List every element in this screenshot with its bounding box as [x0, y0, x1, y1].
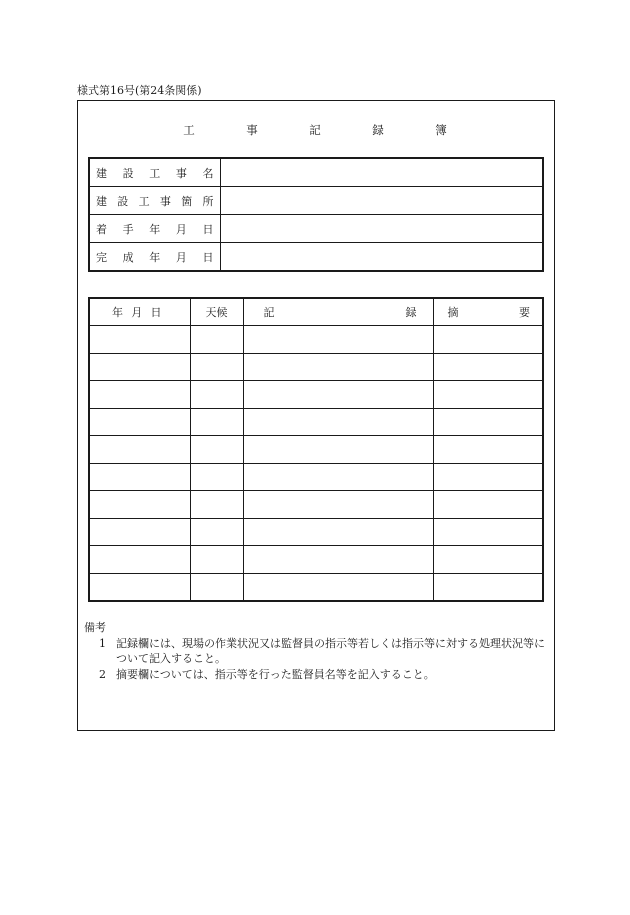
summary-cell[interactable]: [433, 436, 543, 464]
info-value-field[interactable]: [220, 243, 543, 272]
date-cell[interactable]: [89, 381, 190, 409]
info-value-field[interactable]: [220, 187, 543, 215]
summary-cell[interactable]: [433, 381, 543, 409]
weather-cell[interactable]: [190, 353, 243, 381]
info-row-project-location: [89, 187, 543, 215]
summary-cell[interactable]: [433, 408, 543, 436]
info-value-field[interactable]: [220, 158, 543, 187]
record-cell[interactable]: [243, 436, 433, 464]
record-cell[interactable]: [243, 573, 433, 601]
header-weather: 天候: [190, 298, 243, 326]
notes-section: [84, 620, 554, 682]
record-row: [89, 463, 543, 491]
summary-cell[interactable]: [433, 463, 543, 491]
weather-cell[interactable]: [190, 326, 243, 354]
info-row-completion-date: [89, 243, 543, 272]
weather-cell[interactable]: [190, 573, 243, 601]
weather-cell[interactable]: [190, 518, 243, 546]
record-row: [89, 491, 543, 519]
header-summary: 摘 要: [433, 298, 543, 326]
weather-cell[interactable]: [190, 491, 243, 519]
date-cell[interactable]: [89, 573, 190, 601]
header-date: 年 月 日: [89, 298, 190, 326]
info-row-start-date: [89, 215, 543, 243]
record-row: [89, 326, 543, 354]
record-header-row: [89, 298, 543, 326]
summary-cell[interactable]: [433, 491, 543, 519]
weather-cell[interactable]: [190, 436, 243, 464]
info-value-field[interactable]: [220, 215, 543, 243]
weather-cell[interactable]: [190, 546, 243, 574]
weather-cell[interactable]: [190, 463, 243, 491]
info-label: 着 手 年 月 日: [89, 215, 220, 243]
info-label: 完 成 年 月 日: [89, 243, 220, 272]
record-cell[interactable]: [243, 546, 433, 574]
summary-cell[interactable]: [433, 573, 543, 601]
date-cell[interactable]: [89, 436, 190, 464]
record-table: [88, 297, 544, 602]
note-item: 2 摘要欄については、指示等を行った監督員名等を記入すること。: [99, 667, 435, 681]
record-row: [89, 573, 543, 601]
summary-cell[interactable]: [433, 353, 543, 381]
record-cell[interactable]: [243, 408, 433, 436]
info-row-project-name: [89, 158, 543, 187]
date-cell[interactable]: [89, 518, 190, 546]
header-record: 記 録: [243, 298, 433, 326]
record-cell[interactable]: [243, 463, 433, 491]
document-title: 工 事 記 録 簿: [183, 123, 467, 137]
notes-heading: 備考: [84, 621, 106, 634]
date-cell[interactable]: [89, 408, 190, 436]
record-cell[interactable]: [243, 326, 433, 354]
date-cell[interactable]: [89, 353, 190, 381]
record-row: [89, 408, 543, 436]
project-info-table: [88, 157, 544, 272]
date-cell[interactable]: [89, 326, 190, 354]
note-item: 1 記録欄には、現場の作業状況又は監督員の指示等若しくは指示等に対する処理状況等について記入すること。: [99, 636, 545, 665]
weather-cell[interactable]: [190, 408, 243, 436]
date-cell[interactable]: [89, 491, 190, 519]
summary-cell[interactable]: [433, 518, 543, 546]
record-row: [89, 546, 543, 574]
record-row: [89, 381, 543, 409]
summary-cell[interactable]: [433, 546, 543, 574]
date-cell[interactable]: [89, 463, 190, 491]
record-body: [89, 326, 543, 602]
info-label: 建 設 工 事 名: [89, 158, 220, 187]
record-cell[interactable]: [243, 353, 433, 381]
record-row: [89, 436, 543, 464]
date-cell[interactable]: [89, 546, 190, 574]
record-cell[interactable]: [243, 518, 433, 546]
record-row: [89, 353, 543, 381]
form-number-label: 様式第16号(第24条関係): [77, 84, 202, 97]
info-label: 建 設 工 事 箇 所: [89, 187, 220, 215]
record-cell[interactable]: [243, 381, 433, 409]
weather-cell[interactable]: [190, 381, 243, 409]
record-cell[interactable]: [243, 491, 433, 519]
summary-cell[interactable]: [433, 326, 543, 354]
record-row: [89, 518, 543, 546]
